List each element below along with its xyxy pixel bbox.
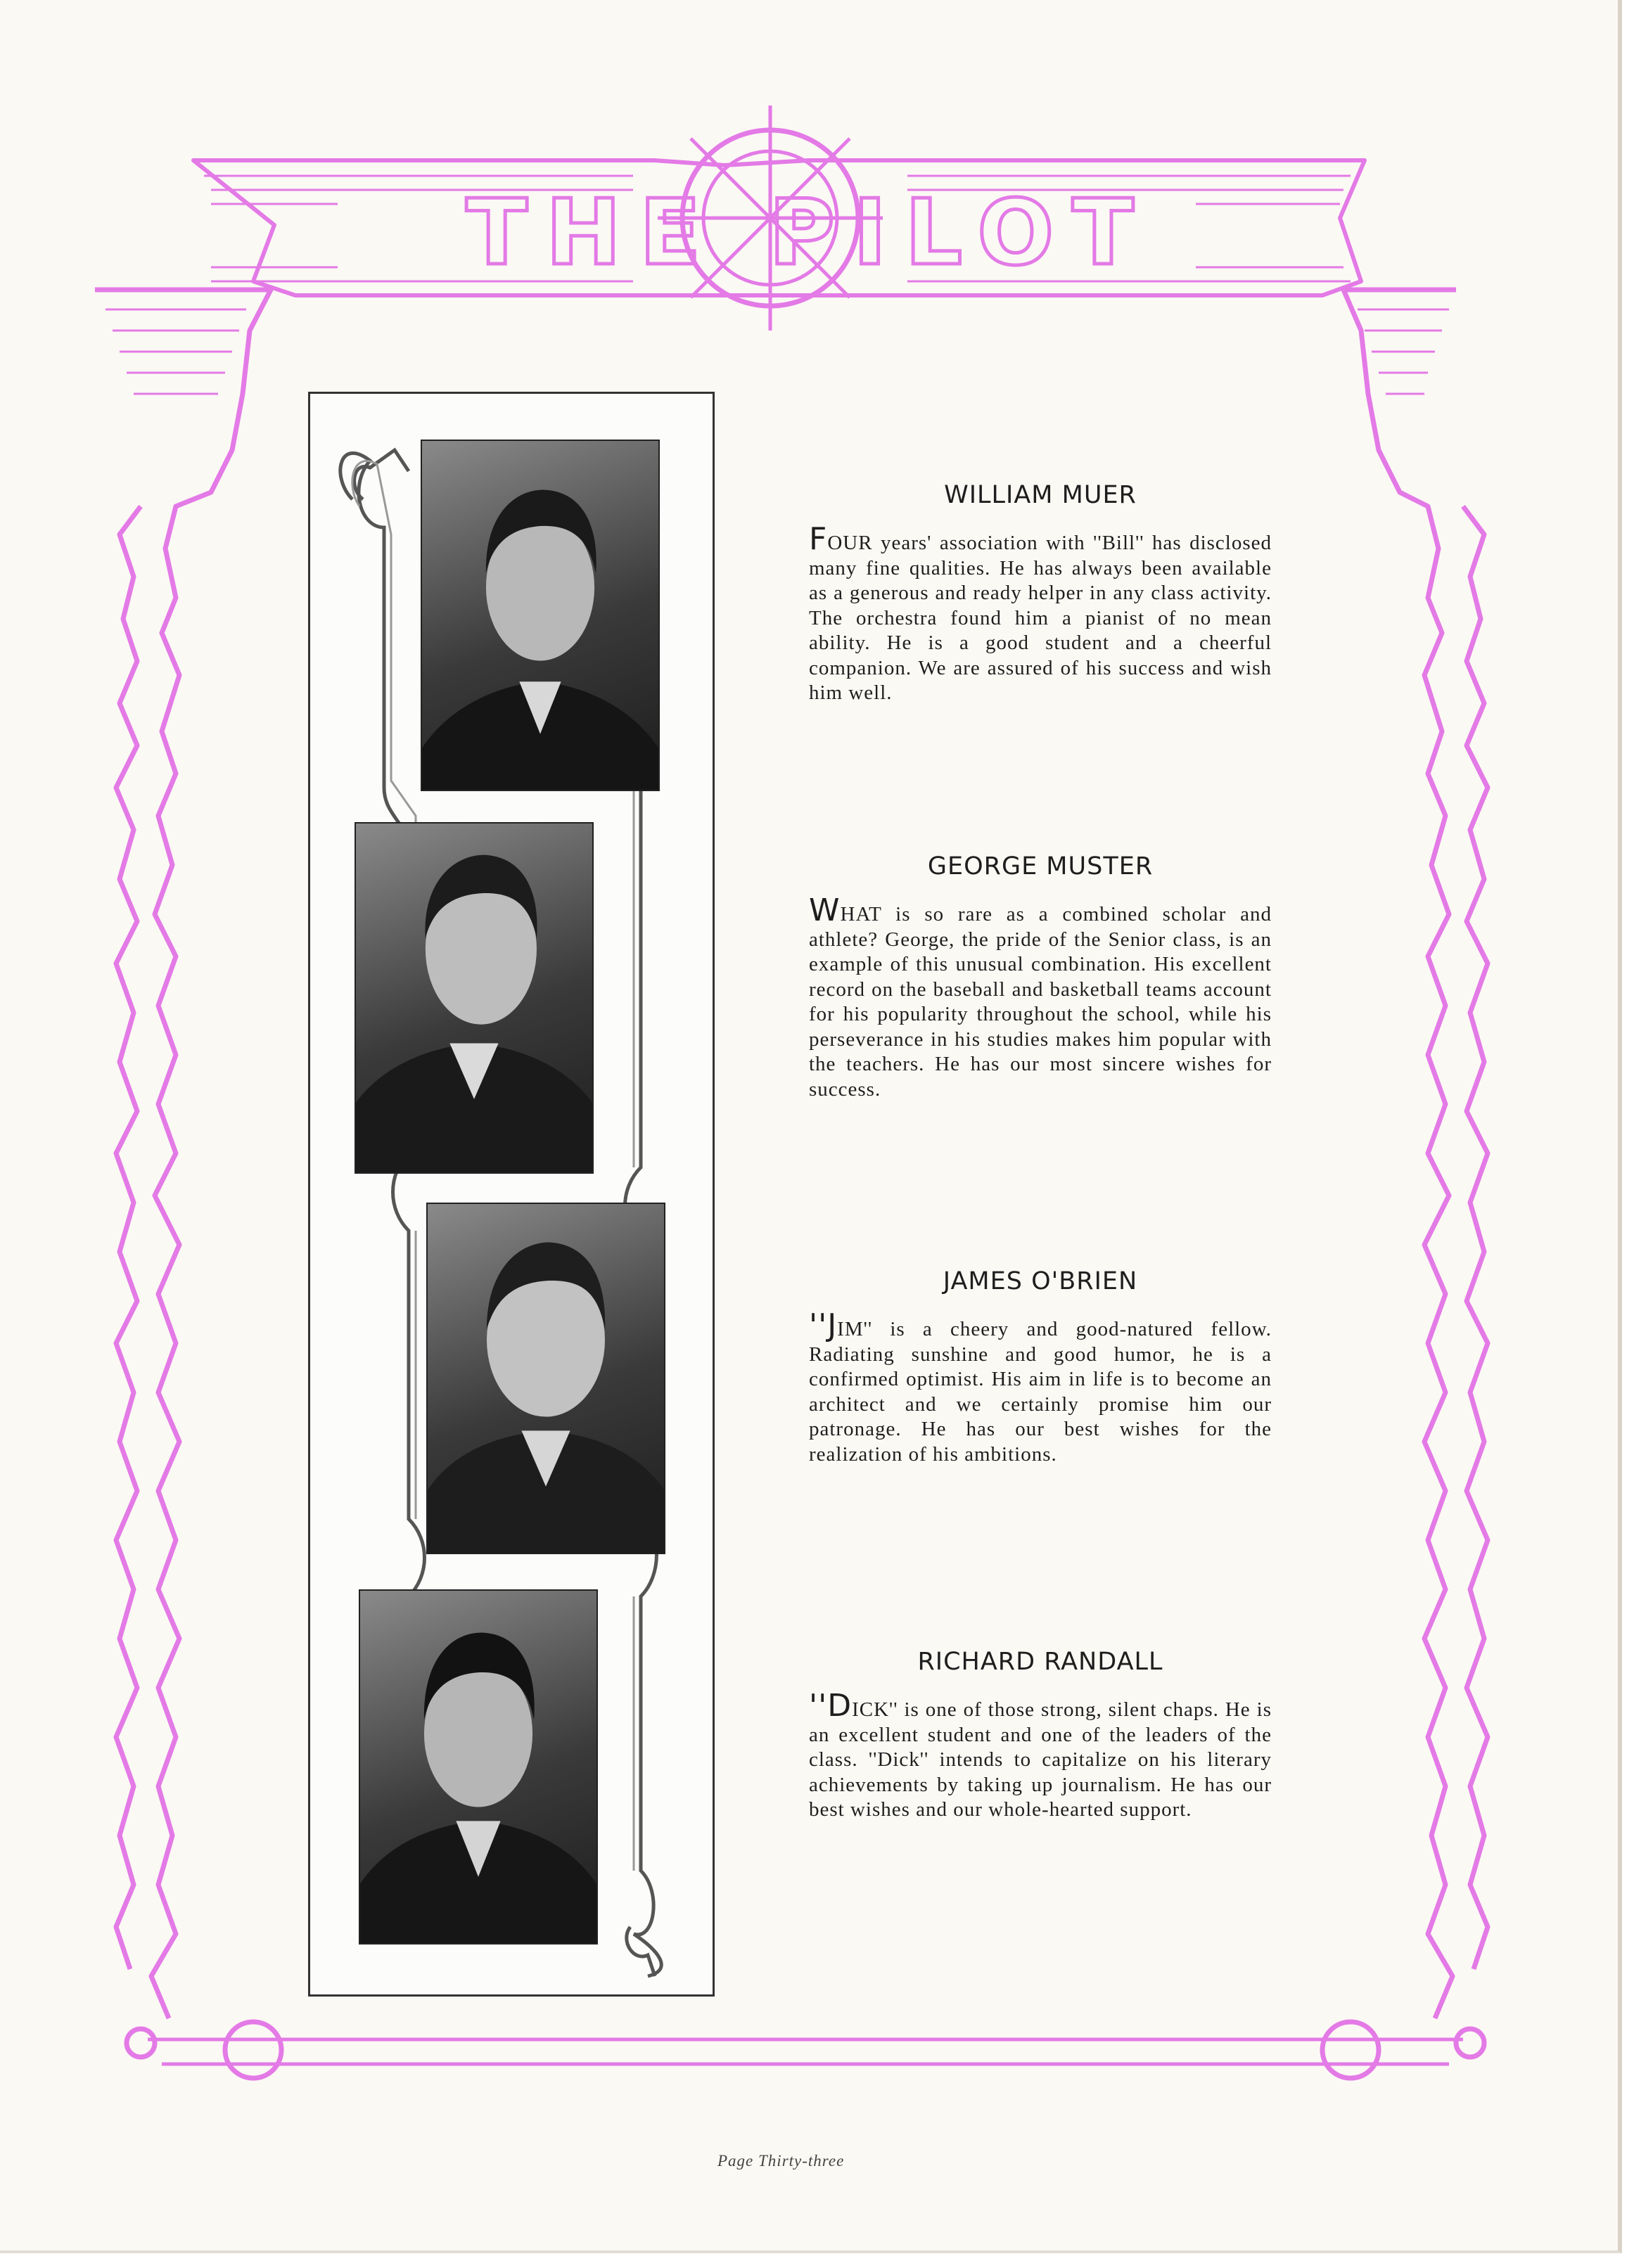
person-silhouette-icon [360,1591,596,1943]
bio-george-muster [809,852,1272,1102]
bio-body: HAT is so rare as a combined scholar and athlete? George, the pride of the Senior class, is an example of this unusual combination. His excellent record on the baseball and basketball teams account for his popularity throughout the school, while his perseverance in his studies makes him popular with the teachers. He has our most sincere wishes for success. [809,903,1272,1101]
portrait-william-muer [421,440,660,791]
portrait-james-obrien [426,1203,665,1554]
bio-text [809,521,1272,706]
bio-name: GEORGE MUSTER [927,852,1154,880]
bio-name: WILLIAM MUER [944,481,1137,509]
bio-name: JAMES O'BRIEN [943,1267,1138,1295]
page-title: THE PILOT [466,181,1152,286]
person-silhouette-icon [428,1204,664,1553]
page-number: Page Thirty-three [717,2152,845,2170]
drop-cap: W [809,892,841,928]
drop-cap: ''J [809,1307,838,1343]
bio-body: ICK'' is one of those strong, silent chaps. He is an excellent student and one of the leaders of the class. ''Dick'' intends to capitalize on his literary achievements by taking up journalism. He has our best wishes and our whole-hearted support. [809,1698,1272,1821]
bio-body: IM'' is a cheery and good-natured fellow. Radiating sunshine and good humor, he is a confirmed optimist. His aim in life is to become an architect and we certainly promise him our patronage. He has our best wishes for the realization of his ambitions. [809,1318,1272,1466]
drop-cap: F [809,521,828,557]
bio-text [809,1307,1272,1467]
person-silhouette-icon [422,441,658,790]
person-silhouette-icon [356,824,592,1172]
portrait-richard-randall [359,1589,598,1945]
drop-cap: ''D [809,1688,853,1724]
bio-name: RICHARD RANDALL [917,1648,1163,1676]
portrait-panel [308,392,715,1997]
bio-james-obrien [809,1267,1272,1467]
bio-william-muer [809,481,1272,706]
portrait-george-muster [355,822,594,1174]
bio-body: OUR years' association with ''Bill'' has disclosed many fine qualities. He has always been available as a generous and ready helper in any class activity. The orchestra found him a pianist of no mean ability. He is a good student and a cheerful companion. We are assured of his success and wish him well. [809,532,1272,704]
bio-richard-randall [809,1648,1272,1823]
bio-text [809,892,1272,1102]
bio-text [809,1688,1272,1823]
